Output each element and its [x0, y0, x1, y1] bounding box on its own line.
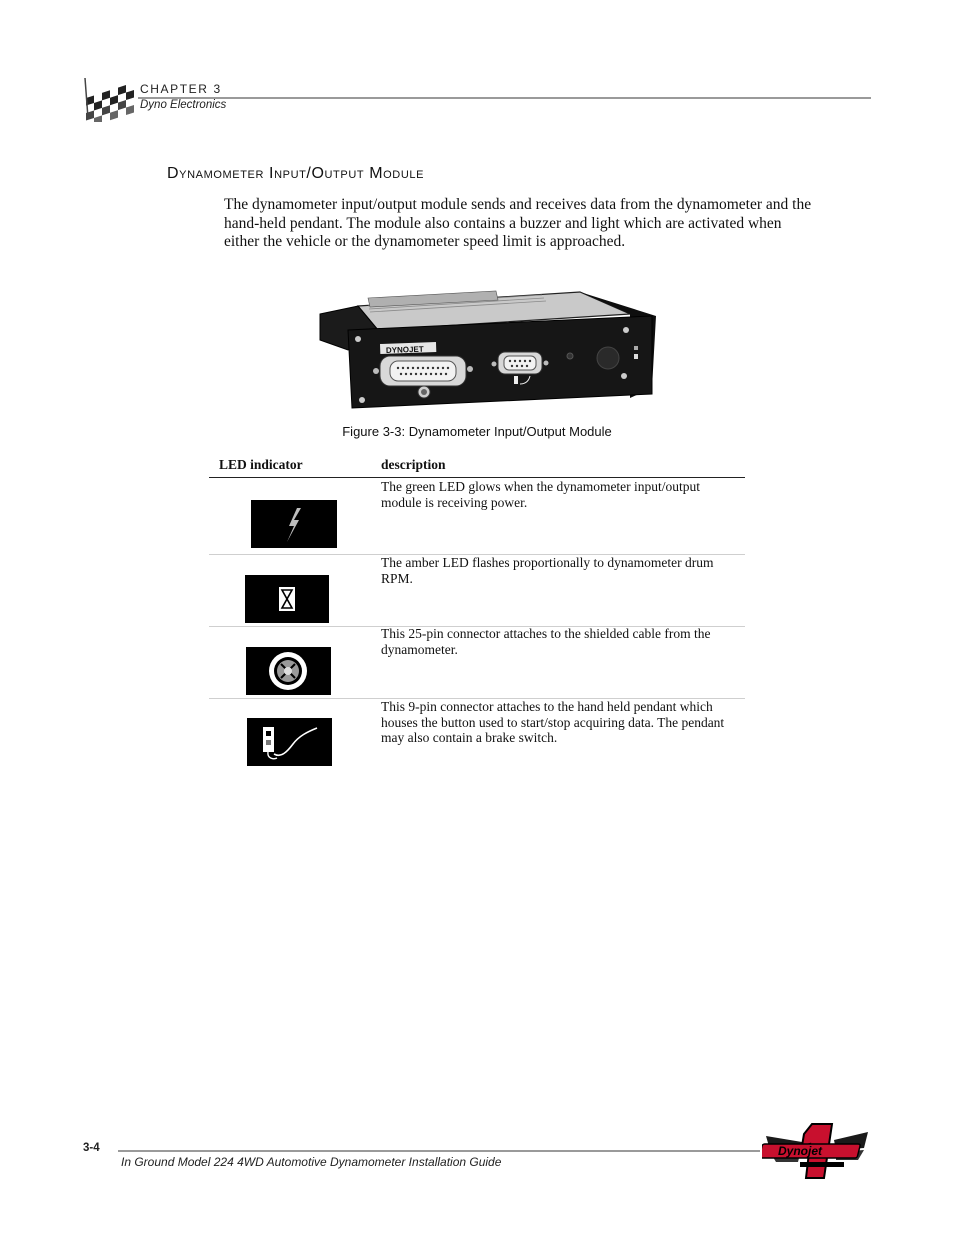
table-row-3-description: This 25-pin connector attaches to the shielded cable from the dynamometer. [381, 626, 711, 657]
chapter-label: CHAPTER 3 [140, 82, 222, 96]
circular-connector-icon [246, 647, 331, 695]
section-title: Dynamometer Input/Output Module [167, 165, 425, 182]
hourglass-icon [245, 575, 329, 623]
table-header-rule [209, 477, 745, 478]
intro-paragraph: The dynamometer input/output module sends and receives data from the dynamometer and the hand-held pendant. The module also contains a buzzer and light which are activated when either the vehicle or the dynamometer speed limit is approached. [224, 196, 812, 251]
figure-caption: Figure 3-3: Dynamometer Input/Output Module [342, 424, 612, 439]
lightning-bolt-icon [251, 500, 337, 548]
dynojet-logo [762, 1122, 872, 1182]
io-module-illustration [318, 288, 658, 412]
header-rule [138, 97, 871, 99]
footer-document-title: In Ground Model 224 4WD Automotive Dynamometer Installation Guide [121, 1155, 502, 1169]
brand-mark: DYNOJET [385, 344, 424, 355]
table-header-led: LED indicator [219, 457, 303, 472]
pendant-cable-icon [247, 718, 332, 766]
logo-wordmark: Dynojet [778, 1144, 823, 1158]
table-row-4-description: This 9-pin connector attaches to the hand held pendant which houses the button used to start/stop acquiring data. The pendant may also contain a brake switch. [381, 699, 725, 746]
table-header-description: description [381, 457, 446, 472]
footer-rule [118, 1150, 760, 1152]
chapter-subtitle: Dyno Electronics [140, 99, 227, 111]
table-row-2-description: The amber LED flashes proportionally to dynamometer drum RPM. [381, 555, 714, 586]
db9-connector [492, 352, 549, 374]
db25-connector [373, 356, 473, 386]
checkered-flag-icon [80, 72, 138, 122]
page-number: 3-4 [83, 1142, 100, 1154]
table-row-1-description: The green LED glows when the dynamometer input/output module is receiving power. [381, 479, 701, 510]
